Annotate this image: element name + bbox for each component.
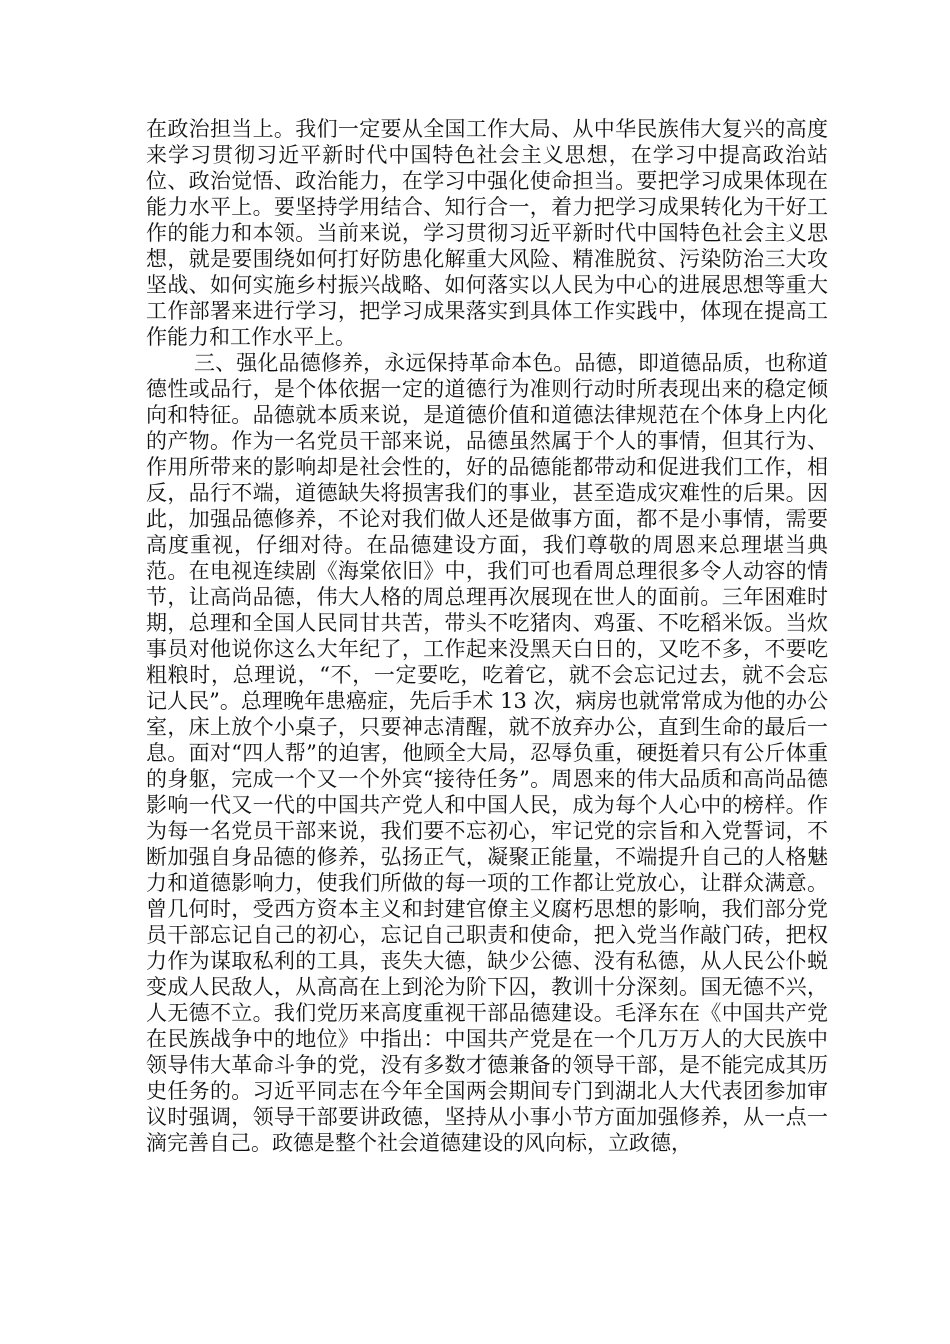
- paragraph-section-three: 三、强化品德修养，永远保持革命本色。品德，即道德品质，也称道德性或品行，是个体依据一定的道德行为准则行动时所表现出来的稳定倾向和特征。品德就本质来说，是道德价值和道德法律规范在个体身上内化的产物。作为一名党员干部来说，品德虽然属于个人的事情，但其行为、作用所带来的影响却是社会性的，好的品德能都带动和促进我们工作，相反，品行不端，道德缺失将损害我们的事业，甚至造成灾难性的后果。因此，加强品德修养，不论对我们做人还是做事方面，都不是小事情，需要高度重视，仔细对待。在品德建设方面，我们尊敬的周恩来总理堪当典范。在电视连续剧《海棠依旧》中，我们可也看周总理很多令人动容的情节，让高尚品德，伟大人格的周总理再次展现在世人的面前。三年困难时期，总理和全国人民同甘共苦，带头不吃猪肉、鸡蛋、不吃稻米饭。当炊事员对他说你这么大年纪了，工作起来没黑天白日的，又吃不多，不要吃粗粮时，总理说，“不，一定要吃，吃着它，就不会忘记过去，就不会忘记人民”。总理晚年患癌症，先后手术 13 次，病房也就常常成为他的办公室，床上放个小桌子，只要神志清醒，就不放弃办公，直到生命的最后一息。面对“四人帮”的迫害，他顾全大局，忍辱负重，硬挺着只有公斤体重的身躯，完成一个又一个外宾“接待任务”。周恩来的伟大品质和高尚品德影响一代又一代的中国共产党人和中国人民，成为每个人心中的榜样。作为每一名党员干部来说，我们要不忘初心，牢记党的宗旨和入党誓词，不断加强自身品德的修养，弘扬正气，凝聚正能量，不端提升自己的人格魅力和道德影响力，使我们所做的每一项的工作都让党放心，让群众满意。曾几何时，受西方资本主义和封建官僚主义腐朽思想的影响，我们部分党员干部忘记自己的初心，忘记自己职责和使命，把入党当作敲门砖，把权力作为谋取私利的工具，丧失大德，缺少公德、没有私德，从人民公仆蜕变成人民敌人，从高高在上到沦为阶下囚，教训十分深刻。国无德不兴，人无德不立。我们党历来高度重视干部品德建设。毛泽东在《中国共产党在民族战争中的地位》中指出：中国共产党是在一个几万万人的大民族中领导伟大革命斗争的党，没有多数才德兼备的领导干部，是不能完成其历史任务的。习近平同志在今年全国两会期间专门到湖北人大代表团参加审议时强调，领导干部要讲政德，坚持从小事小节方面加强修养，从一点一滴完善自己。政德是整个社会道德建设的风向标，立政德，: [146, 351, 828, 1155]
- paragraph-continuation: 在政治担当上。我们一定要从全国工作大局、从中华民族伟大复兴的高度来学习贯彻习近平新时代中国特色社会主义思想，在学习中提高政治站位、政治觉悟、政治能力，在学习中强化使命担当。要把学习成果体现在能力水平上。要坚持学用结合、知行合一，着力把学习成果转化为干好工作的能力和本领。当前来说，学习贯彻习近平新时代中国特色社会主义思想，就是要围绕如何打好防患化解重大风险、精准脱贫、污染防治三大攻坚战、如何实施乡村振兴战略、如何落实以人民为中心的进展思想等重大工作部署来进行学习，把学习成果落实到具体工作实践中，体现在提高工作能力和工作水平上。: [146, 117, 828, 349]
- document-page: [146, 116, 828, 1156]
